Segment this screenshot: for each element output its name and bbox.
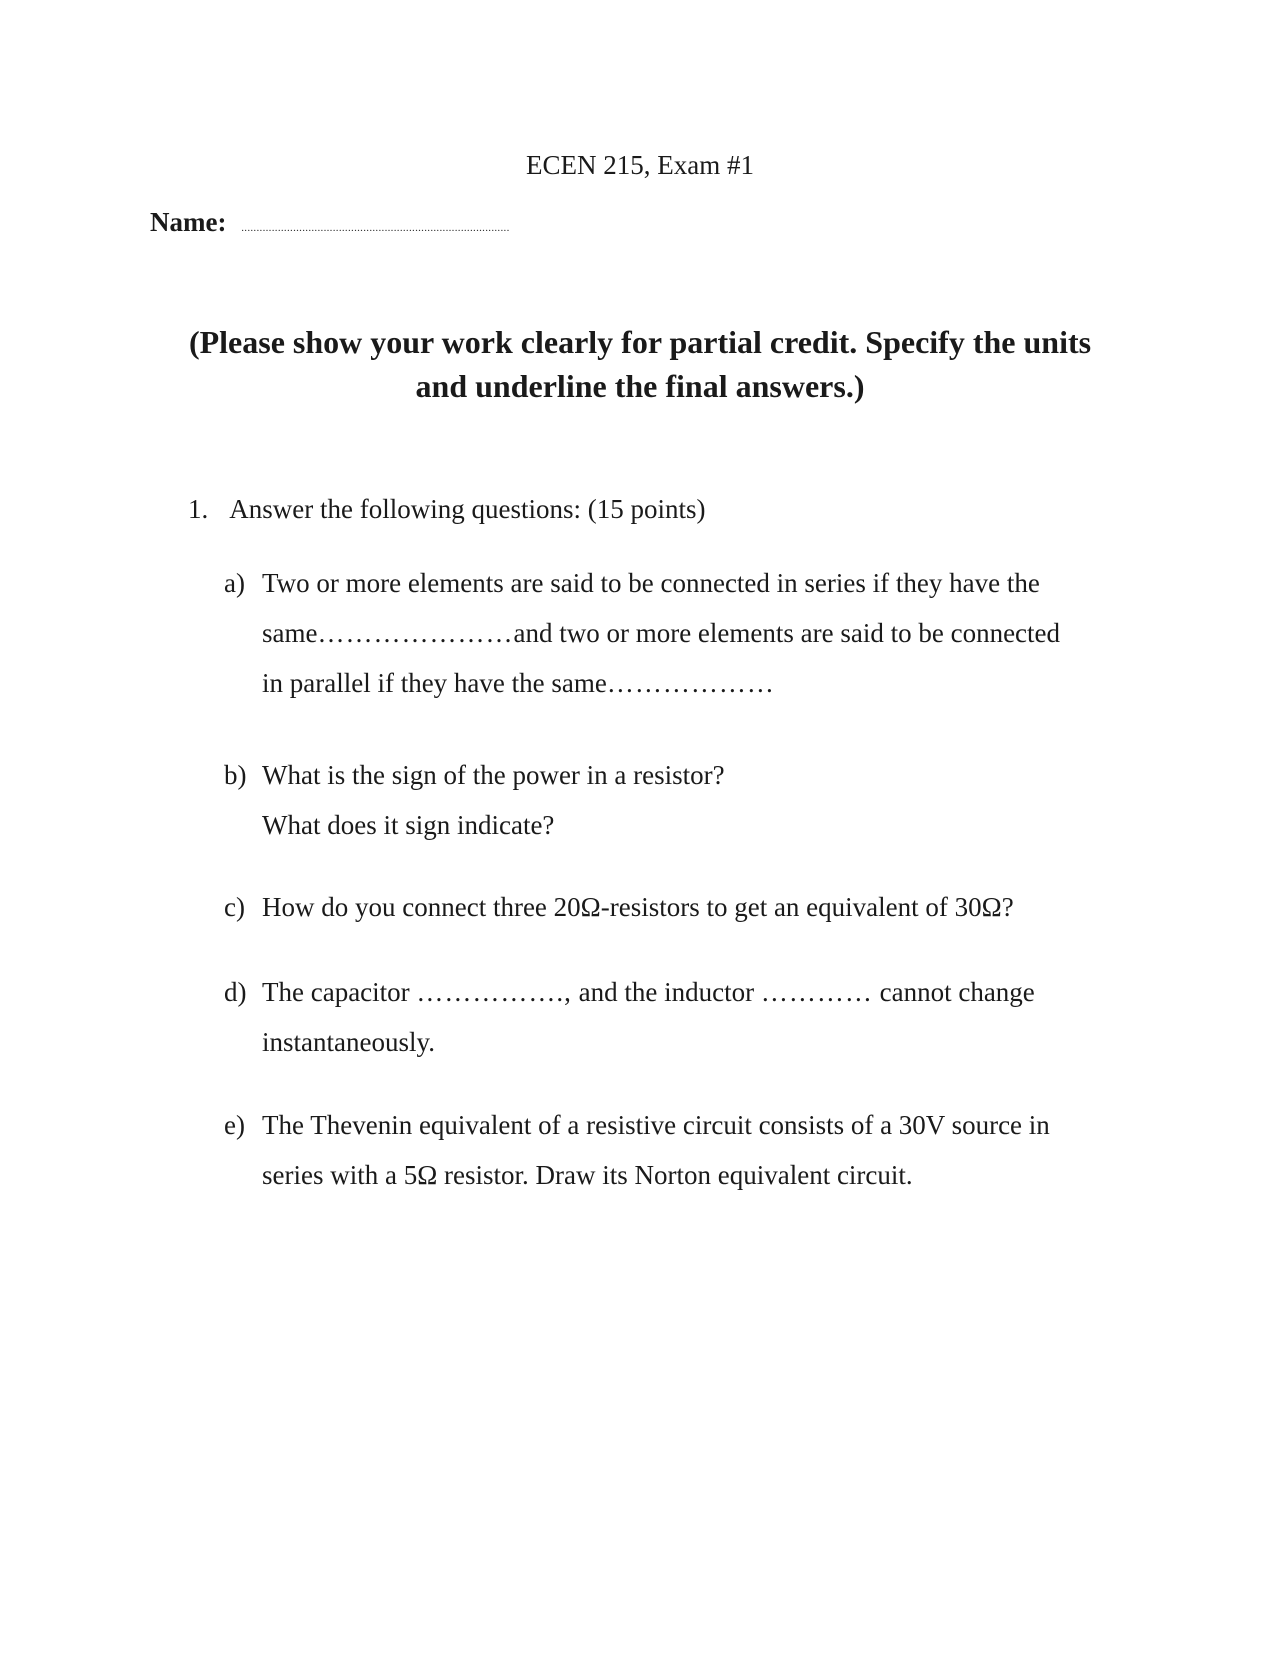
part-d-line-2: instantaneously. [262, 1027, 435, 1057]
part-letter: b) [224, 760, 247, 790]
name-row [150, 205, 510, 245]
instructions [0, 320, 1280, 408]
name-label: Name: [150, 207, 227, 237]
part-letter: d) [224, 977, 247, 1007]
answer-blank: ……………., [416, 977, 572, 1007]
part-c-line-1: How do you connect three 20Ω-resistors to get an equivalent of 30Ω? [262, 892, 1014, 922]
question-1 [188, 492, 705, 526]
part-a-line-2-post: and two or more elements are said to be connected [513, 618, 1061, 648]
instructions-line-1: (Please show your work clearly for partial credit. Specify the units [188, 324, 1092, 360]
part-d-line-1-mid: and the inductor [571, 977, 761, 1007]
part-b-line-1: What is the sign of the power in a resistor? [262, 760, 725, 790]
part-a-line-2 [262, 608, 1060, 658]
question-number: 1. [188, 494, 209, 524]
part-a-line-3 [262, 658, 1060, 708]
part-letter: e) [224, 1110, 245, 1140]
part-d-line-1 [262, 967, 1035, 1017]
answer-blank: ………………… [317, 618, 514, 648]
part-b-line-2: What does it sign indicate? [262, 810, 555, 840]
instructions-line-2: and underline the final answers.) [415, 368, 865, 404]
part-d-line-1-pre: The capacitor [262, 977, 417, 1007]
name-blank-line: ........................................................................................ [241, 222, 510, 234]
part-letter: c) [224, 892, 245, 922]
exam-title: ECEN 215, Exam #1 [526, 150, 754, 180]
part-e-line-2: series with a 5Ω resistor. Draw its Norton equivalent circuit. [262, 1160, 913, 1190]
question-prompt: Answer the following questions: (15 points) [229, 494, 706, 524]
part-a-line-2-pre: same [262, 618, 318, 648]
part-a-line-1: Two or more elements are said to be connected in series if they have the [262, 568, 1040, 598]
part-d-line-1-post: cannot change [872, 977, 1035, 1007]
answer-blank: ……………… [606, 668, 775, 698]
part-a-line-3-pre: in parallel if they have the same [262, 668, 607, 698]
part-letter: a) [224, 568, 245, 598]
answer-blank: ………… [760, 977, 873, 1007]
part-e-line-1: The Thevenin equivalent of a resistive circuit consists of a 30V source in [262, 1110, 1050, 1140]
